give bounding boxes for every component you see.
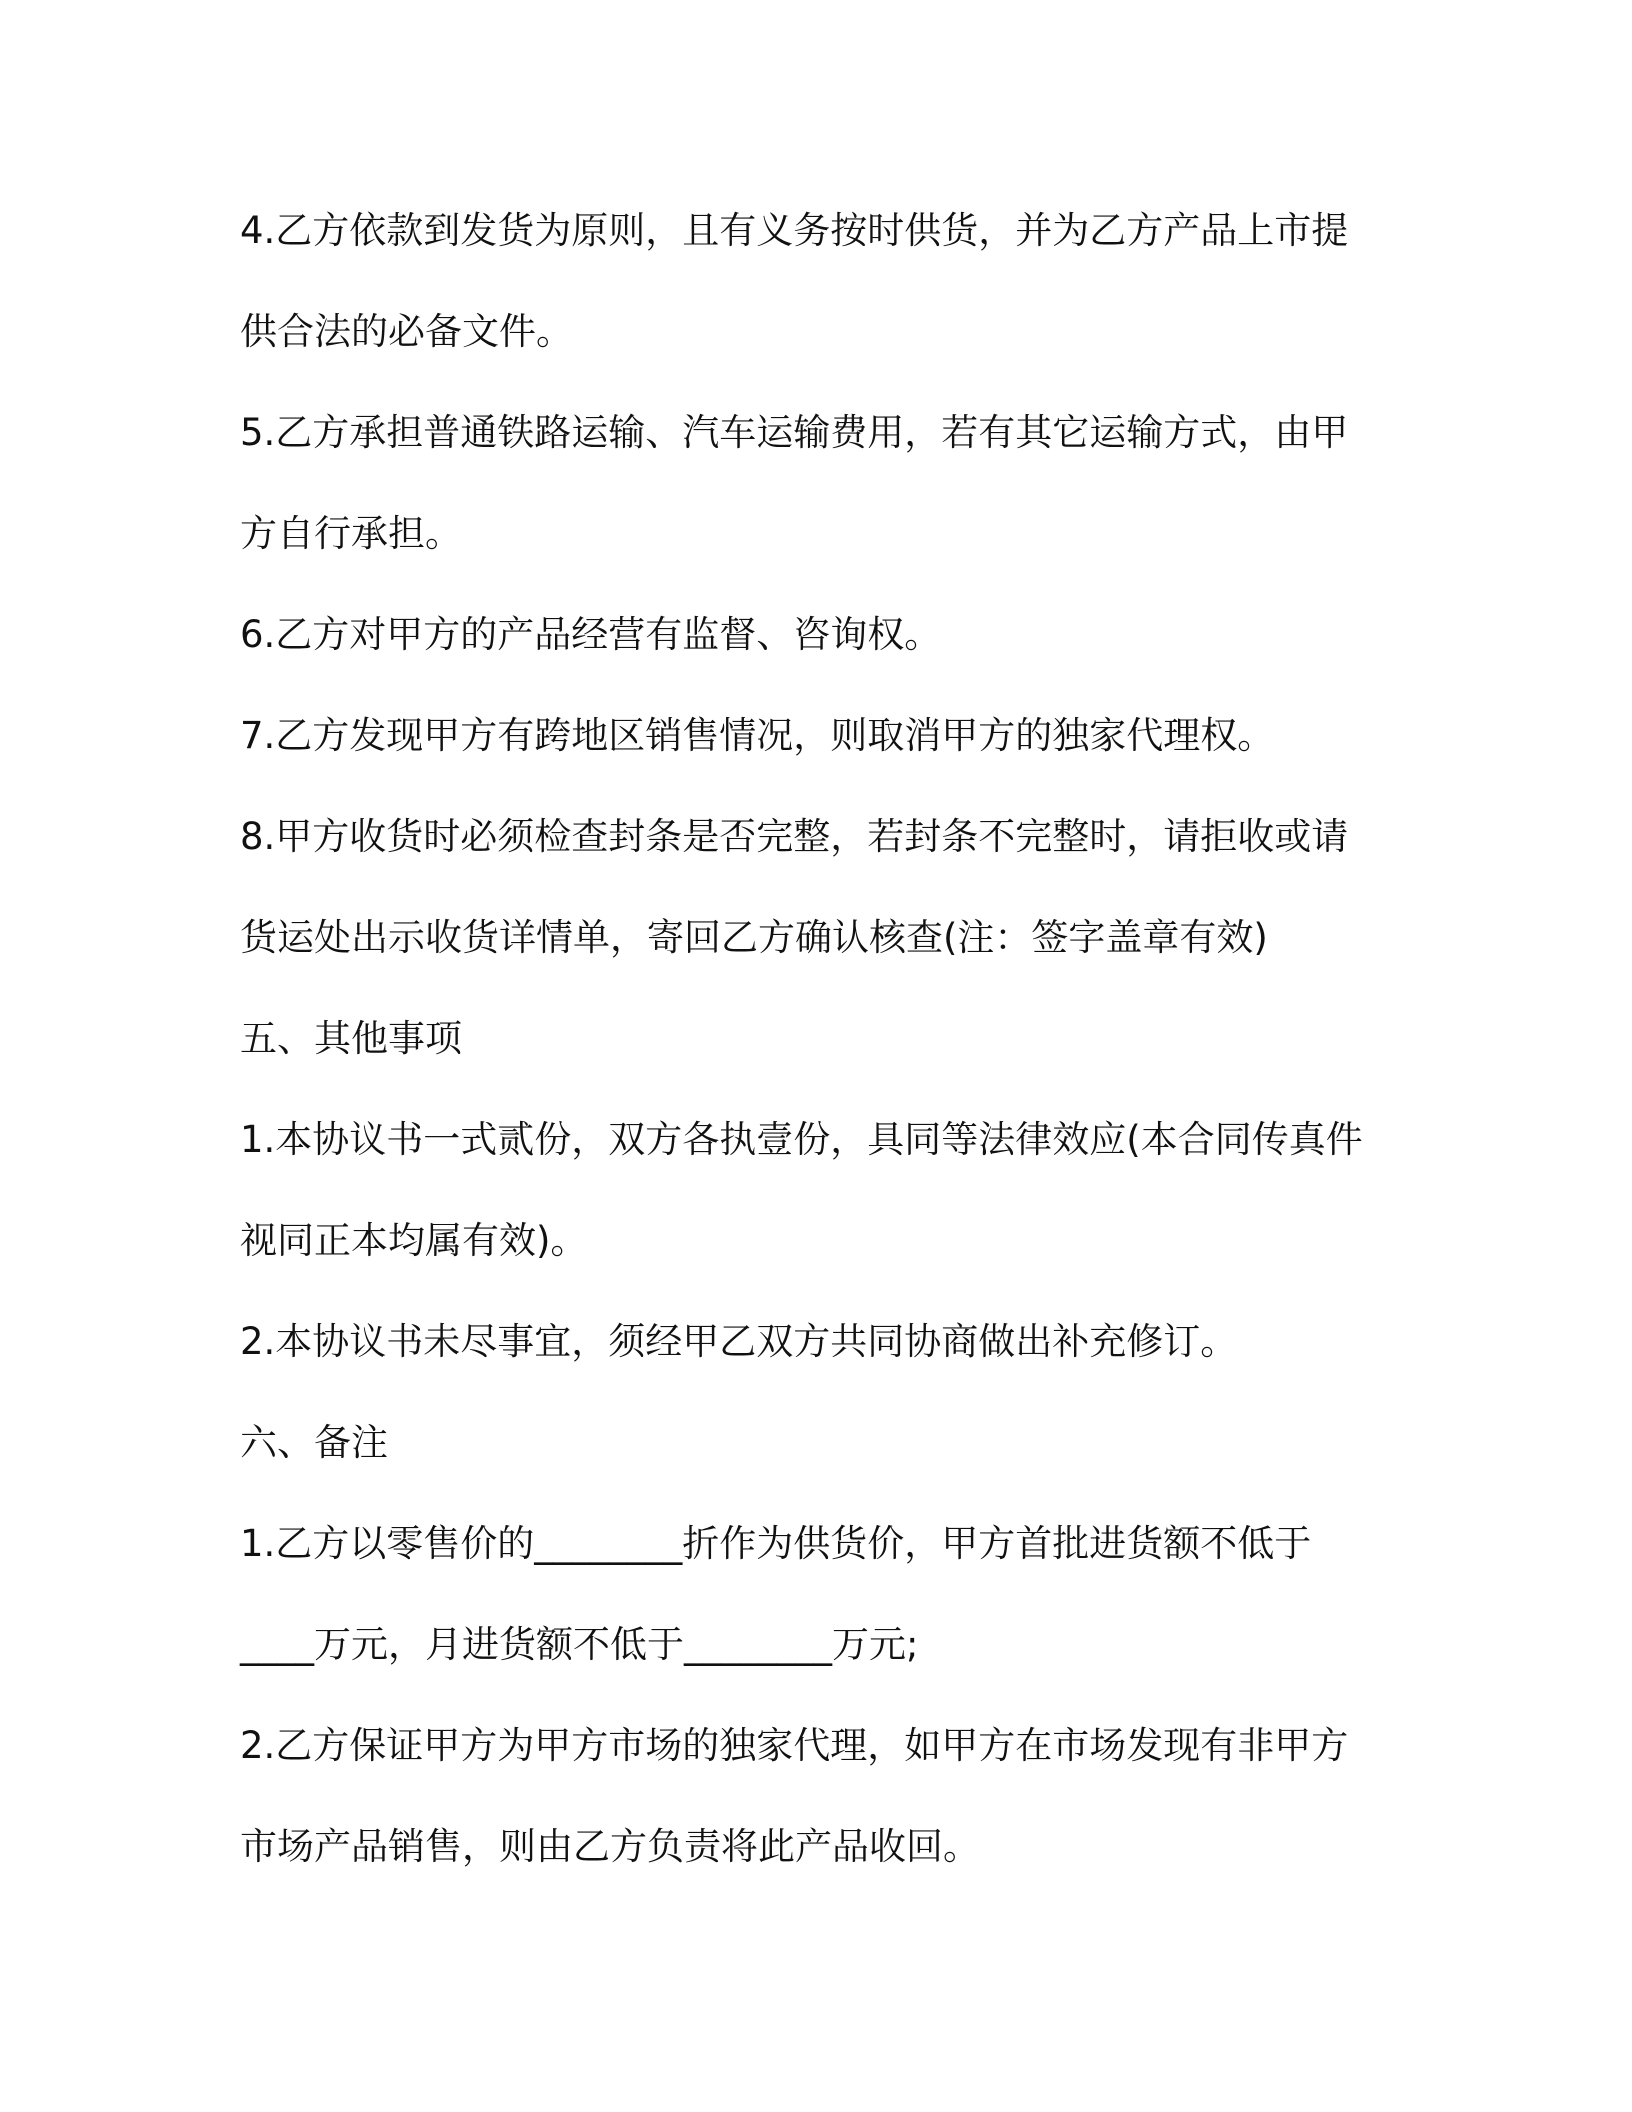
clause-7: 7.乙方发现甲方有跨地区销售情况，则取消甲方的独家代理权。 <box>240 714 1275 757</box>
document-body <box>240 180 1380 1897</box>
remark-1-line-2: ____万元，月进货额不低于________万元; <box>240 1623 919 1666</box>
remark-2-line-1: 2.乙方保证甲方为甲方市场的独家代理，如甲方在市场发现有非甲方 <box>240 1724 1349 1767</box>
remark-1-line-1: 1.乙方以零售价的________折作为供货价，甲方首批进货额不低于 <box>240 1522 1312 1565</box>
clause-4-line-2: 供合法的必备文件。 <box>240 310 573 353</box>
clause-8-line-1: 8.甲方收货时必须检查封条是否完整，若封条不完整时，请拒收或请 <box>240 815 1349 858</box>
section-heading-other-matters: 五、其他事项 <box>240 1017 462 1060</box>
other-item-1-line-1: 1.本协议书一式贰份，双方各执壹份，具同等法律效应(本合同传真件 <box>240 1118 1363 1161</box>
other-item-2: 2.本协议书未尽事宜，须经甲乙双方共同协商做出补充修订。 <box>240 1320 1238 1363</box>
clause-8-line-2: 货运处出示收货详情单，寄回乙方确认核查(注：签字盖章有效) <box>240 916 1268 959</box>
clause-5-line-1: 5.乙方承担普通铁路运输、汽车运输费用，若有其它运输方式，由甲 <box>240 411 1349 454</box>
section-heading-remarks: 六、备注 <box>240 1421 388 1464</box>
clause-5-line-2: 方自行承担。 <box>240 512 462 555</box>
clause-4-line-1: 4.乙方依款到发货为原则，且有义务按时供货，并为乙方产品上市提 <box>240 209 1349 252</box>
clause-6: 6.乙方对甲方的产品经营有监督、咨询权。 <box>240 613 942 656</box>
remark-2-line-2: 市场产品销售，则由乙方负责将此产品收回。 <box>240 1825 980 1868</box>
other-item-1-line-2: 视同正本均属有效)。 <box>240 1219 588 1262</box>
